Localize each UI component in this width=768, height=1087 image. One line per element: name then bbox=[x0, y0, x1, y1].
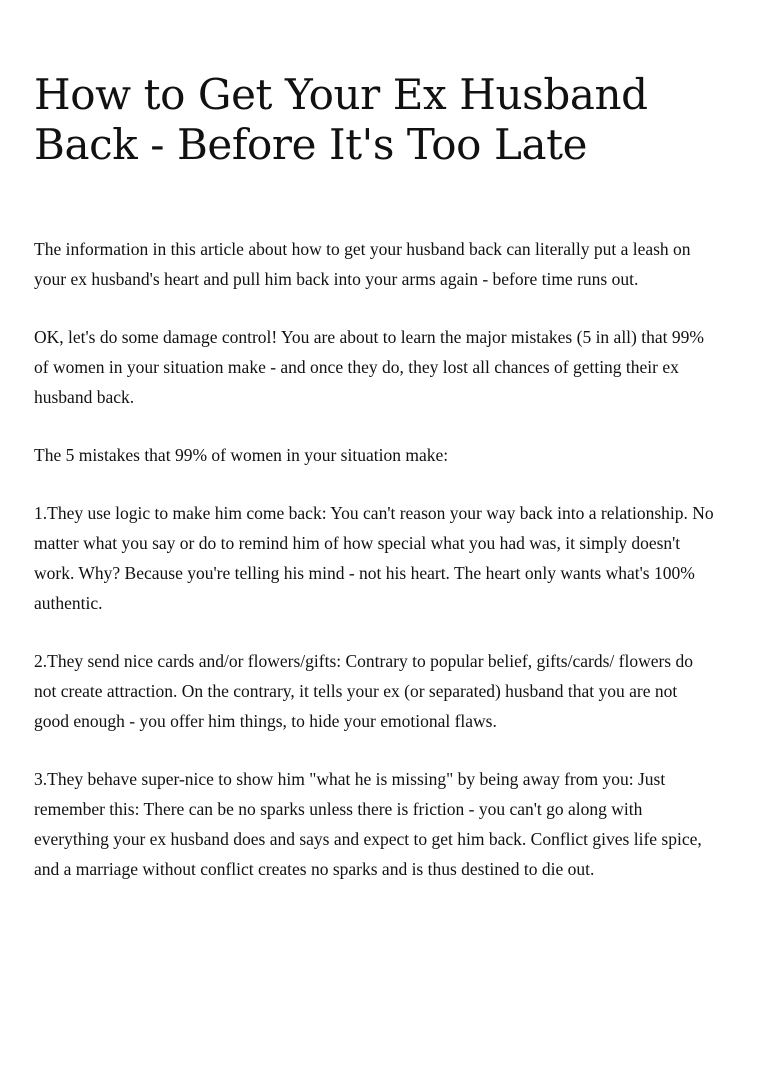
page-title: How to Get Your Ex Husband Back - Before It's Too Late bbox=[34, 70, 648, 169]
paragraph-mistake-1: 1.They use logic to make him come back: You can't reason your way back into a relationship. No matter what you say or do to remind him of how special what you had was, it simply doesn't work. Why? Because you're telling his mind - not his heart. The heart only wants what's 100% authentic. bbox=[34, 503, 714, 613]
article-body bbox=[34, 234, 714, 884]
paragraph-mistake-2: 2.They send nice cards and/or flowers/gifts: Contrary to popular belief, gifts/cards/ flowers do not create attraction. On the contrary, it tells your ex (or separated) husband that you are not good enough - you offer him things, to hide your emotional flaws. bbox=[34, 651, 693, 731]
paragraph-damage-control: OK, let's do some damage control! You are about to learn the major mistakes (5 in all) that 99% of women in your situation make - and once they do, they lost all chances of getting their ex husband back. bbox=[34, 327, 704, 407]
paragraph-mistake-3: 3.They behave super-nice to show him "what he is missing" by being away from you: Just remember this: There can be no sparks unless there is friction - you can't go along with everything your ex husband does and says and expect to get him back. Conflict gives life spice, and a marriage without conflict creates no sparks and is thus destined to die out. bbox=[34, 769, 702, 879]
document-page bbox=[34, 70, 714, 912]
paragraph-intro: The information in this article about how to get your husband back can literally put a leash on your ex husband's heart and pull him back into your arms again - before time runs out. bbox=[34, 239, 691, 289]
paragraph-mistakes-heading: The 5 mistakes that 99% of women in your situation make: bbox=[34, 445, 449, 465]
